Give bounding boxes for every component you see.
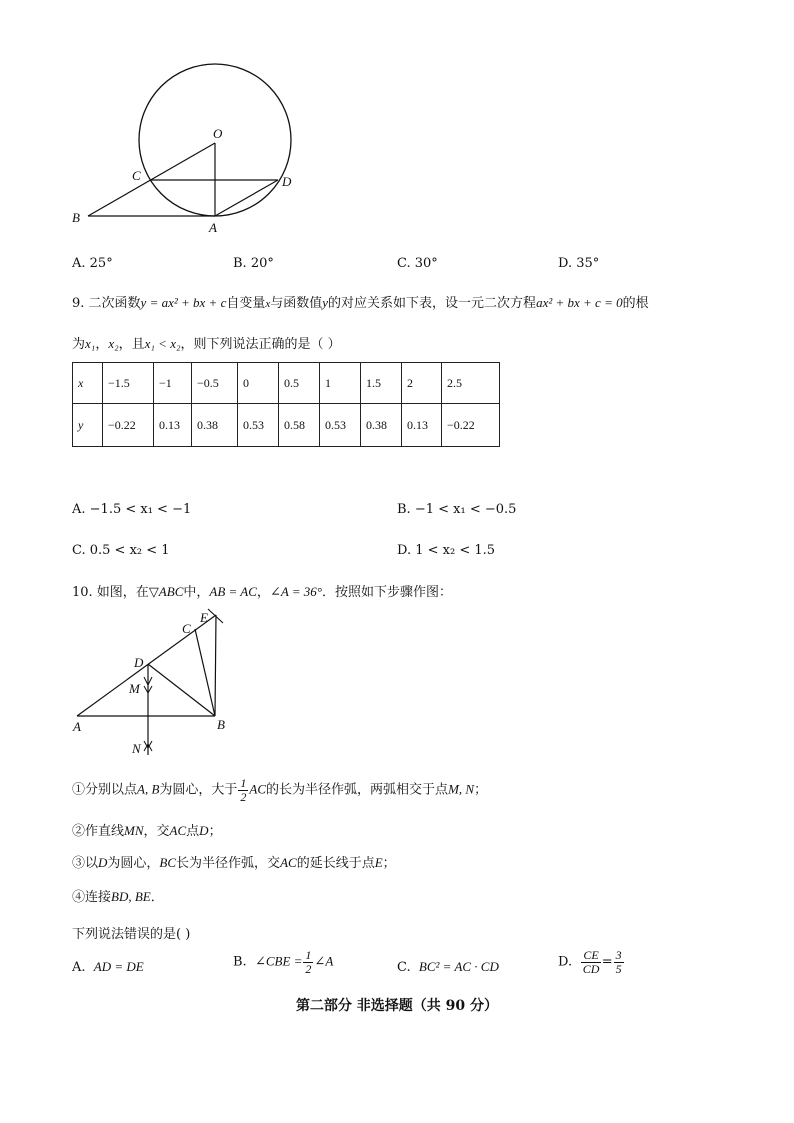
- table-cell-x: 2.5: [442, 363, 500, 404]
- label-e: E: [200, 610, 208, 625]
- q10-mid: 中，: [183, 585, 210, 600]
- q9-prefix: 9. 二次函数: [72, 296, 141, 311]
- q9-value-table: [72, 362, 500, 447]
- q10-opt-c-expr: BC² = AC · CD: [418, 959, 499, 974]
- table-cell-y: 0.58: [279, 404, 320, 447]
- q9-var-y: y: [322, 295, 329, 310]
- q9-line2-mid: ，且: [118, 337, 145, 352]
- step1-a: ①分别以点: [72, 782, 138, 798]
- q10-cond1: AB = AC: [209, 584, 257, 599]
- q8-figure: [60, 50, 320, 240]
- step1-c: 的长为半径作弧，两弧相交于点: [266, 782, 449, 798]
- q10-opt-a-label: A.: [72, 960, 86, 975]
- step4-a: ④连接: [72, 890, 112, 905]
- q10-figure: [60, 605, 260, 765]
- q10-question: 下列说法错误的是( ): [72, 927, 191, 942]
- label-m: M: [129, 681, 140, 696]
- q10-step-2: [72, 820, 222, 839]
- q10-opt-b-num: 1: [305, 948, 312, 962]
- step1-mn: M, N: [448, 781, 475, 797]
- step1-points: A, B: [137, 781, 160, 797]
- table-cell-y: 0.38: [192, 404, 238, 447]
- q10-step-3: [72, 852, 396, 871]
- q8-option-c[interactable]: C. 30°: [397, 256, 438, 271]
- table-cell-x: 1: [320, 363, 361, 404]
- q10-option-b[interactable]: [233, 949, 333, 975]
- q9-x2: x₂: [108, 336, 119, 351]
- step1-den: 2: [240, 789, 247, 804]
- table-cell-x: 2: [402, 363, 442, 404]
- step4-end: ．: [150, 890, 164, 905]
- q10-opt-d-num2: 3: [615, 948, 622, 962]
- label-o: O: [213, 126, 223, 141]
- q10-sep: ，: [256, 585, 270, 600]
- q9-condition: x₁ < x₂: [144, 336, 181, 351]
- q9-line2-prefix: 为: [72, 337, 86, 352]
- label-c: C: [132, 168, 141, 183]
- segment-be: [215, 615, 216, 716]
- q9-stem-line1: [72, 292, 649, 311]
- q10-opt-b-left: ∠CBE =: [254, 953, 303, 969]
- table-cell-x: 0: [238, 363, 279, 404]
- step3-c: 长为半径作弧，交: [176, 856, 281, 871]
- table-cell-y: 0.13: [154, 404, 192, 447]
- step1-d: ；: [474, 782, 488, 798]
- q9-var-x: x: [265, 298, 271, 310]
- q9-mid3: 的对应关系如下表，设一元二次方程: [328, 296, 537, 311]
- q10-opt-d-label: D.: [558, 954, 573, 970]
- q10-opt-d-fraction-2: [614, 949, 624, 975]
- q9-x1: x₁: [85, 336, 96, 351]
- step3-bc: BC: [159, 855, 177, 870]
- step2-ac: AC: [169, 823, 187, 838]
- q10-opt-a-expr: AD = DE: [93, 959, 144, 974]
- step3-b: 为圆心，: [107, 856, 160, 871]
- table-cell-y: 0.53: [320, 404, 361, 447]
- q8-option-a[interactable]: A. 25°: [72, 256, 113, 271]
- q10-option-a[interactable]: [72, 959, 144, 975]
- table-cell-x: −0.5: [192, 363, 238, 404]
- step2-a: ②作直线: [72, 824, 125, 839]
- q9-option-d[interactable]: D. 1 < x₂ < 1.5: [397, 543, 496, 558]
- step3-d2: 的延长线于点: [296, 856, 375, 871]
- q10-step-1: [72, 777, 487, 803]
- q10-cond2: ∠A = 36°: [269, 584, 323, 599]
- segment-ad: [215, 180, 278, 216]
- table-cell-y: 0.38: [361, 404, 402, 447]
- table-cell-x: −1: [154, 363, 192, 404]
- step1-b: 为圆心，大于: [159, 782, 238, 798]
- q10-opt-d-den2: 5: [615, 961, 622, 976]
- label-a: A: [73, 719, 81, 734]
- label-d: D: [134, 655, 144, 670]
- table-row-x: [73, 363, 500, 404]
- q9-function: y = ax² + bx + c: [140, 295, 227, 310]
- step2-b: ，交: [143, 824, 170, 839]
- table-header-x: x: [73, 363, 103, 404]
- step2-mn: MN: [124, 823, 144, 838]
- step2-c: 点: [186, 824, 200, 839]
- table-cell-y: 0.53: [238, 404, 279, 447]
- q9-equation: ax² + bx + c = 0: [536, 295, 623, 310]
- q10-opt-c-label: C.: [397, 960, 411, 975]
- q10-option-d[interactable]: [558, 949, 625, 975]
- q9-option-a[interactable]: A. −1.5 < x₁ < −1: [72, 502, 192, 517]
- q9-sep: ，: [95, 337, 109, 352]
- table-cell-x: 0.5: [279, 363, 320, 404]
- q10-option-c[interactable]: [397, 959, 499, 975]
- label-n: N: [132, 741, 141, 756]
- step3-e: E: [374, 855, 383, 870]
- q10-opt-b-fraction: [303, 949, 313, 975]
- q10-opt-d-eq: =: [601, 954, 613, 970]
- q10-step-4: [72, 886, 164, 905]
- step2-d-point: D: [199, 823, 209, 838]
- q9-mid: 自变量: [226, 296, 266, 311]
- q10-triangle: ▽ABC: [148, 584, 184, 599]
- label-b: B: [72, 210, 80, 225]
- table-row-y: [73, 404, 500, 447]
- q9-end: 的根: [622, 296, 649, 311]
- step3-ac: AC: [280, 855, 297, 870]
- q10-opt-b-label: B.: [233, 954, 247, 970]
- label-b: B: [217, 717, 225, 732]
- q10-prefix: 10. 如图，在: [72, 585, 149, 600]
- q9-line2-end: ，则下列说法正确的是（ ）: [180, 337, 341, 352]
- table-cell-y: 0.13: [402, 404, 442, 447]
- q9-stem-line2: [72, 333, 341, 352]
- step1-fraction: [238, 777, 248, 803]
- q10-opt-d-fraction-1: [581, 949, 600, 975]
- q10-opt-b-den: 2: [305, 961, 312, 976]
- table-cell-y: −0.22: [442, 404, 500, 447]
- table-header-y: y: [73, 404, 103, 447]
- q10-opt-d-den: CD: [582, 961, 600, 976]
- step2-d: ；: [208, 824, 222, 839]
- q10-end: ．按照如下步骤作图：: [322, 585, 453, 600]
- q10-stem: [72, 581, 452, 600]
- part-two-heading: 第二部分 非选择题（共 90 分）: [295, 998, 499, 1014]
- q8-option-d[interactable]: D. 35°: [558, 256, 600, 271]
- step3-d: D: [98, 855, 108, 870]
- q9-option-b[interactable]: B. −1 < x₁ < −0.5: [397, 502, 517, 517]
- table-cell-x: 1.5: [361, 363, 402, 404]
- step3-a: ③以: [72, 856, 99, 871]
- q10-opt-b-right: ∠A: [314, 953, 334, 969]
- q8-option-b[interactable]: B. 20°: [233, 256, 274, 271]
- step1-num: 1: [240, 776, 247, 790]
- table-cell-x: −1.5: [103, 363, 154, 404]
- step1-ac: AC: [249, 781, 267, 797]
- q9-option-c[interactable]: C. 0.5 < x₂ < 1: [72, 543, 170, 558]
- label-d: D: [282, 174, 292, 189]
- step3-end: ；: [382, 856, 396, 871]
- label-c: C: [182, 621, 191, 636]
- table-cell-y: −0.22: [103, 404, 154, 447]
- step4-seg: BD, BE: [111, 889, 151, 904]
- label-a: A: [209, 220, 217, 235]
- q10-opt-d-num: CE: [583, 948, 599, 962]
- q9-mid2: 与函数值: [270, 296, 323, 311]
